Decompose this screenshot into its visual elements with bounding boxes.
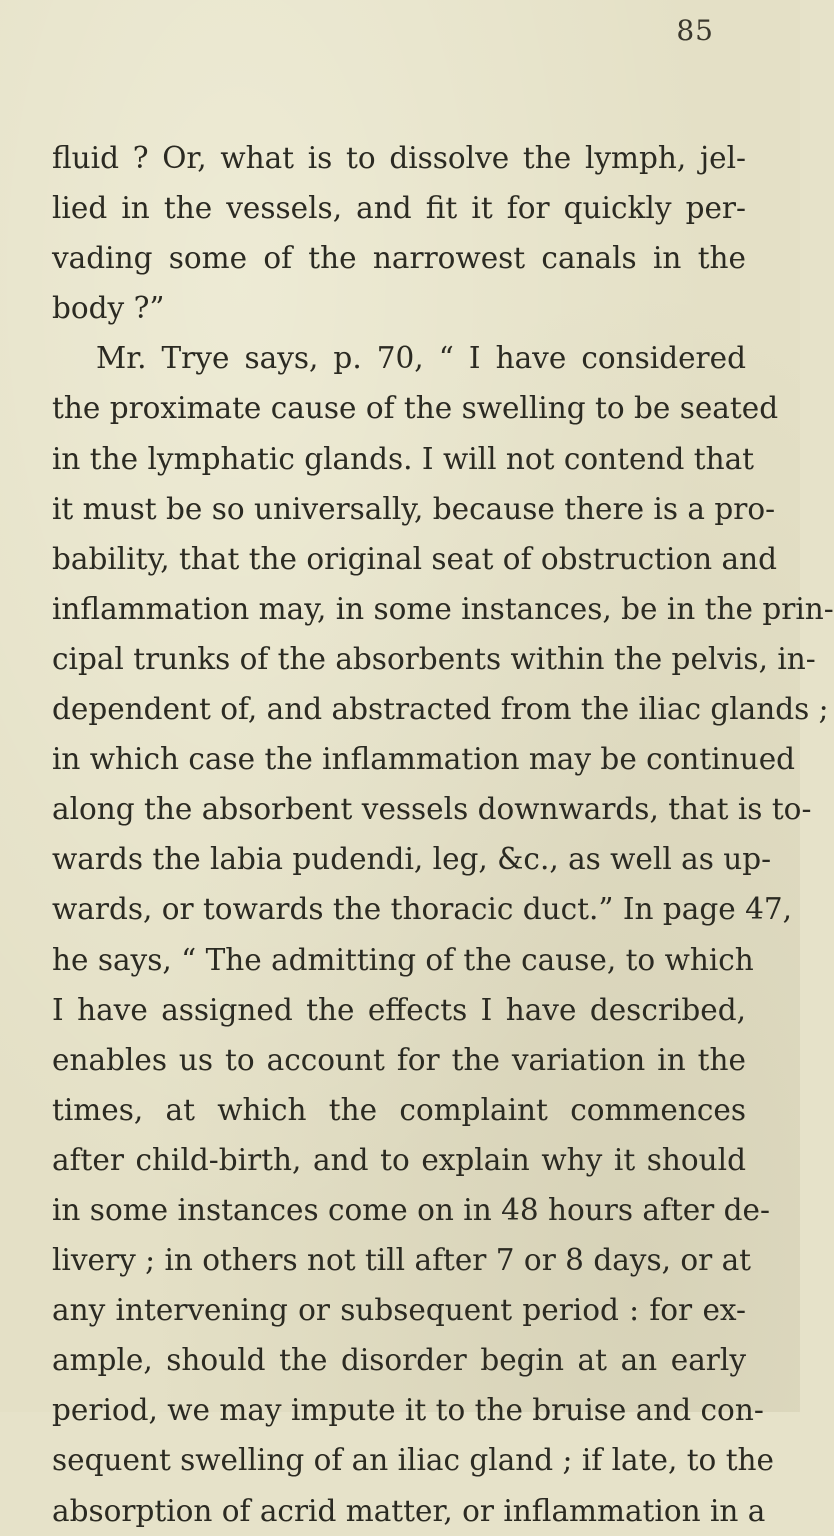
text-line: ample, should the disorder begin at an early bbox=[52, 1343, 746, 1378]
text-line: Mr. Trye says, p. 70, “ I have considered bbox=[96, 341, 746, 376]
text-line: bability, that the original seat of obstruction and bbox=[52, 541, 778, 576]
text-line: cipal trunks of the absorbents within the pelvis, in- bbox=[52, 641, 816, 676]
text-line: I have assigned the effects I have described, bbox=[52, 992, 746, 1027]
text-line: fluid ? Or, what is to dissolve the lymph, jel- bbox=[52, 141, 746, 175]
text-line: vading some of the narrowest canals in the bbox=[52, 241, 746, 276]
text-line: wards, or towards the thoracic duct.” In page 47, bbox=[52, 892, 792, 927]
text-line: in the lymphatic glands. I will not contend that bbox=[52, 441, 755, 476]
text-line: after child-birth, and to explain why it should bbox=[52, 1142, 746, 1177]
text-line: wards the labia pudendi, leg, &c., as well as up- bbox=[52, 842, 772, 877]
page-number: 85 bbox=[676, 14, 714, 47]
text-line: times, at which the complaint commences bbox=[52, 1092, 746, 1127]
text-line: period, we may impute it to the bruise and con- bbox=[52, 1393, 764, 1428]
text-line: in some instances come on in 48 hours after de- bbox=[52, 1192, 770, 1227]
text-line: enables us to account for the variation in the bbox=[52, 1042, 746, 1077]
text-line: he says, “ The admitting of the cause, to which bbox=[52, 942, 754, 977]
text-line: livery ; in others not till after 7 or 8 days, or at bbox=[52, 1243, 752, 1278]
body-text bbox=[52, 133, 834, 1536]
text-line: inflammation may, in some instances, be in the prin- bbox=[52, 591, 834, 626]
text-line: dependent of, and abstracted from the iliac glands ; bbox=[52, 692, 829, 727]
text-line: body ?” bbox=[52, 291, 165, 326]
text-line: sequent swelling of an iliac gland ; if late, to the bbox=[52, 1443, 775, 1478]
text-line: it must be so universally, because there is a pro- bbox=[52, 491, 776, 526]
text-line: the proximate cause of the swelling to be seated bbox=[52, 391, 779, 426]
text-line: absorption of acrid matter, or inflammation in a bbox=[52, 1493, 766, 1528]
text-line: lied in the vessels, and fit it for quickly per- bbox=[52, 191, 746, 226]
text-line: along the absorbent vessels downwards, that is to- bbox=[52, 792, 812, 827]
text-line: in which case the inflammation may be continued bbox=[52, 742, 796, 777]
text-line: any intervening or subsequent period : for ex- bbox=[52, 1293, 746, 1328]
